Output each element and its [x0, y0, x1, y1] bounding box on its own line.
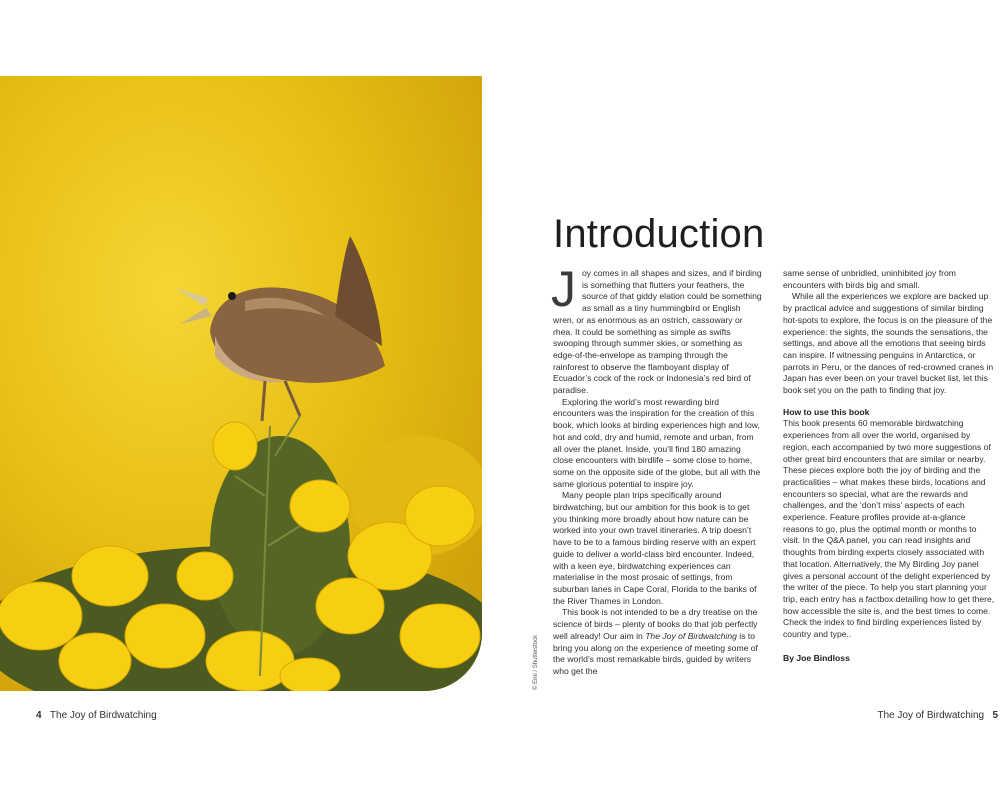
section-heading: How to use this book — [783, 406, 870, 417]
paragraph: While all the experiences we explore are backed up by practical advice and suggestions of similar birding hot-spots to explore, the focus is on the pleasure of the experience: the sights, the sounds the sensations, the settings, and above all the emotions that seeing birds can inspire. If witnessing penguins in Antarctica, or parrots in Peru, or the dances of red-crowned cranes in Japan has ever been on your travel bucket list, let this book set you on the path to finding that joy. — [783, 291, 994, 396]
left-page-number: 4 — [36, 710, 42, 721]
right-running-title: The Joy of Birdwatching — [877, 710, 985, 721]
article-column-2 — [783, 268, 995, 665]
left-page-footer — [36, 710, 157, 721]
photo-credit: © Erni / Shutterstock — [533, 634, 539, 690]
author-byline: By Joe Bindloss — [783, 652, 850, 663]
paragraph: same sense of unbridled, uninhibited joy from encounters with birds big and small. — [783, 268, 956, 290]
wren-on-gorse-illustration — [0, 76, 482, 691]
paragraph: This book is not intended to be a dry treatise on the science of birds – plenty of books do that job perfectly well already! Our aim in The Joy of Birdwatching is to bring you along on the experience of meeting some of the world’s most remarkable birds, guided by writers who get the — [553, 607, 758, 676]
wren-photo — [0, 76, 482, 691]
left-running-title: The Joy of Birdwatching — [49, 710, 157, 721]
right-page-number: 5 — [992, 710, 998, 721]
wren-eye — [228, 292, 236, 300]
paragraph: Exploring the world’s most rewarding bird encounters was the inspiration for the creation of this book, which looks at birding experiences high and low, hot and cold, dry and humid, remote and urban, from all over the planet. Inside, you’ll find 180 amazing close encounters with birdlife – some close to home, some on the opposite side of the globe, but all with the same glorious potential to inspire joy. — [553, 396, 761, 489]
article-column-1 — [551, 261, 763, 678]
right-page-footer — [877, 710, 998, 721]
paragraph: This book presents 60 memorable birdwatching experiences from all over the world, organised by region, each accompanied by two more suggestions of other great bird encounters that are similar or nearby. These pieces explore both the joy of birding and the practicalities – what makes these birds, locations and encounters so special, what are the rewards and challenges, and the ‘don’t miss’ aspects of each experience. Feature profiles provide at-a-glance reasons to go, plus the optimal month or months to visit. In the Q&A panel, you can read insights and thoughts from birding experts closely associated with that location. Alternatively, the My Birding Joy panel gives a personal account of the delight experienced by the writer of the piece. To help you start planning your trip, each entry has a factbox detailing how to get there, how accessible the site is, and the best times to come. Check the index to find birding experiences listed by country and type.. — [783, 418, 995, 640]
drop-cap: J — [551, 261, 576, 317]
paragraph: Many people plan trips specifically around birdwatching, but our ambition for this book is to get you thinking more broadly about how nature can be worked into your own travel itineraries. A trip doesn’t have to be to a famous birding reserve with an expert guide to deliver a world-class bird encounter. Indeed, with a keen eye, birdwatching experiences can materialise in the most prosaic of settings, from suburban lanes in Cape Coral, Florida to the banks of the River Thames in London. — [553, 490, 757, 606]
intro-paragraph: Joy comes in all shapes and sizes, and if birding is something that flutters your feathers, the source of that giddy elation could be something as small as a tiny hummingbird or English wren, or as enormous as an ostrich, cassowary or rhea. It could be something as simple as swifts swooping through summer skies, or something as edge-of-the-envelope as tramping through the rainforest to observe the flamboyant display of Ecuador’s cock of the rock or Indonesia’s red bird of paradise. — [551, 261, 762, 396]
page-title: Introduction — [553, 212, 765, 256]
